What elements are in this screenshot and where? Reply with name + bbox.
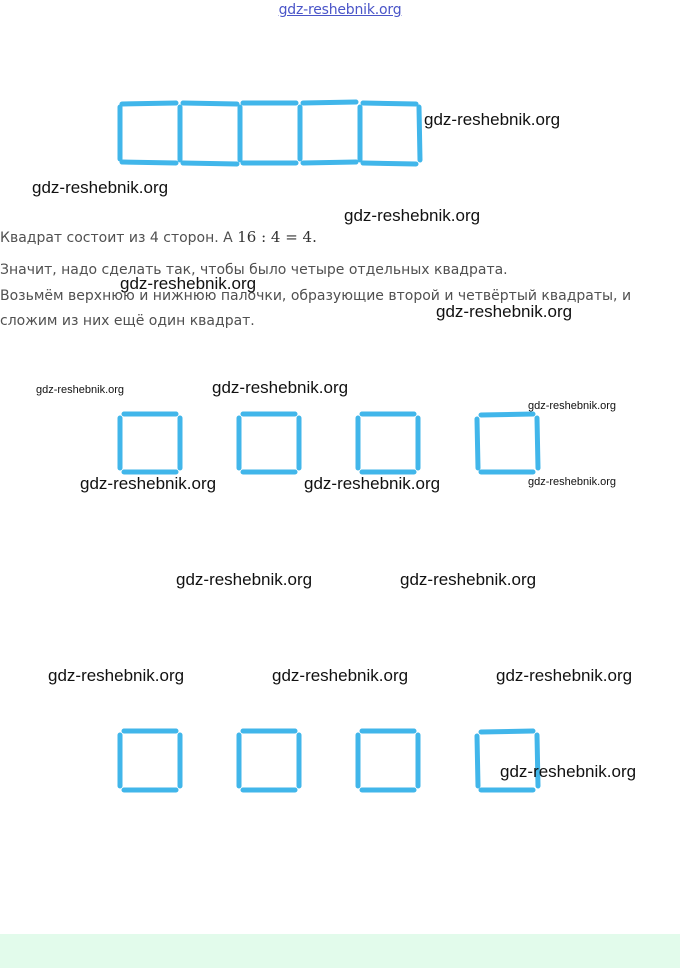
watermark: gdz-reshebnik.org — [344, 206, 481, 225]
watermark: gdz-reshebnik.org — [176, 570, 313, 589]
paragraph-3-line-1: Возьмём верхнюю и нижнюю палочки, образующие второй и четвёртый квадраты, и — [0, 288, 632, 304]
paragraph-1-text: Квадрат состоит из 4 сторон. А — [0, 230, 238, 246]
watermark: gdz-reshebnik.org — [212, 378, 349, 397]
matchstick-figure-four-squares-2 — [110, 722, 550, 800]
watermark: gdz-reshebnik.org — [400, 570, 537, 589]
paragraph-1-math: 16 : 4 = 4. — [237, 228, 317, 246]
paragraph-2: Значит, надо сделать так, чтобы было четыре отдельных квадрата. — [0, 262, 508, 278]
matchstick-figure-four-squares-1 — [110, 405, 550, 483]
watermark: gdz-reshebnik.org — [120, 274, 257, 293]
paragraph-1 — [0, 225, 680, 251]
watermark: gdz-reshebnik.org — [80, 474, 217, 493]
watermark: gdz-reshebnik.org — [48, 666, 185, 685]
watermark: gdz-reshebnik.org — [272, 666, 409, 685]
watermark: gdz-reshebnik.org — [32, 178, 169, 197]
paragraph-3-line-2: сложим из них ещё один квадрат. — [0, 313, 255, 329]
watermark: gdz-reshebnik.org — [436, 302, 573, 321]
watermark: gdz-reshebnik.org — [424, 110, 561, 129]
watermark: gdz-reshebnik.org — [36, 384, 125, 396]
watermark: gdz-reshebnik.org — [304, 474, 441, 493]
watermark: gdz-reshebnik.org — [496, 666, 633, 685]
watermark: gdz-reshebnik.org — [528, 476, 617, 488]
watermark: gdz-reshebnik.org — [500, 762, 637, 781]
matchstick-figure-row — [110, 95, 430, 175]
watermark: gdz-reshebnik.org — [528, 400, 617, 412]
site-header-link[interactable]: gdz-reshebnik.org — [278, 2, 402, 18]
footer-bar — [0, 934, 680, 968]
